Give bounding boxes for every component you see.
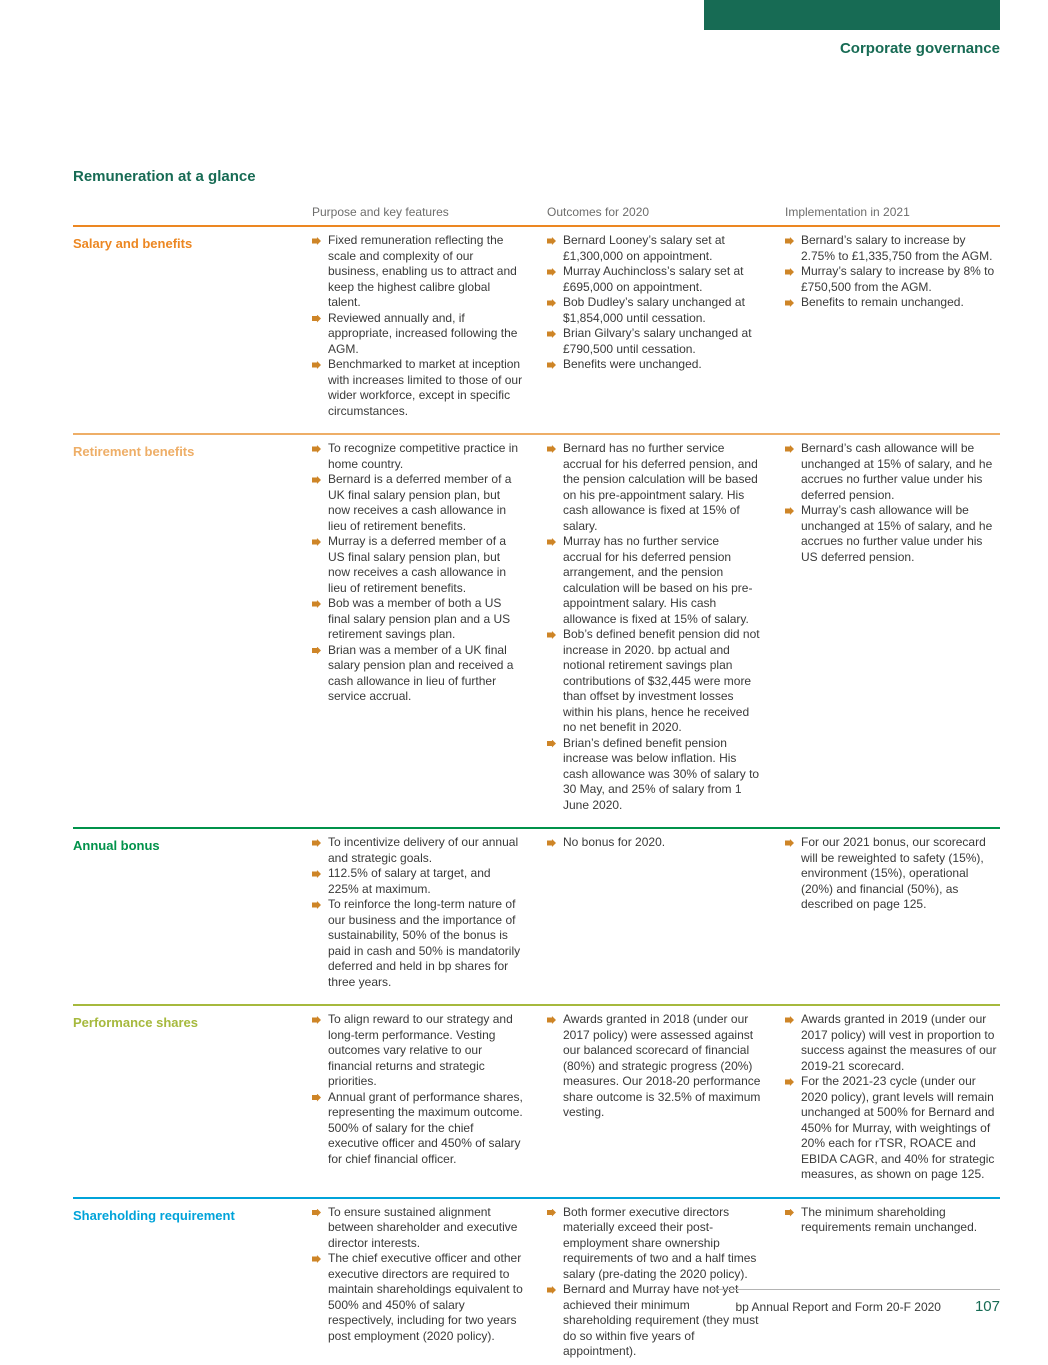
bullet-item xyxy=(785,503,1000,565)
arrow-bullet-icon xyxy=(312,600,321,608)
bullet-text: Benefits were unchanged. xyxy=(563,357,702,371)
bullet-item xyxy=(312,897,523,990)
arrow-bullet-icon xyxy=(547,1209,556,1217)
row-label-column-spacer xyxy=(73,205,312,225)
content-area xyxy=(73,168,1000,1365)
table-row xyxy=(73,433,1000,827)
arrow-bullet-icon xyxy=(547,361,556,369)
bullet-item xyxy=(547,357,761,373)
cell-outcomes xyxy=(547,835,785,990)
table-row xyxy=(73,1004,1000,1197)
arrow-bullet-icon xyxy=(547,839,556,847)
row-label: Retirement benefits xyxy=(73,444,195,459)
bullet-text: Murray has no further service accrual for his deferred pension arrangement, and the pension calculation will be based on his pre-appointment salary. His cash allowance is fixed at 15% of salary. xyxy=(563,534,753,626)
bullet-text: For our 2021 bonus, our scorecard will be reweighted to safety (15%), environment (15%), operational (20%) and financial (50%), as described on page 125. xyxy=(801,835,986,911)
bullet-item xyxy=(312,835,523,866)
bullet-text: Bob was a member of both a US final salary pension plan and a US retirement savings plan. xyxy=(328,596,511,641)
bullet-text: To recognize competitive practice in home country. xyxy=(328,441,519,471)
bullet-text: 112.5% of salary at target, and 225% at maximum. xyxy=(328,866,491,896)
bullet-text: Bernard and Murray have not yet achieved their minimum shareholding requirement (they must do so within five years of appointment). xyxy=(563,1282,759,1358)
arrow-bullet-icon xyxy=(785,299,794,307)
arrow-bullet-icon xyxy=(785,507,794,515)
bullet-item xyxy=(547,326,761,357)
cell-outcomes xyxy=(547,441,785,813)
bullet-text: Bernard Looney’s salary set at £1,300,000 on appointment. xyxy=(563,233,725,263)
table-row xyxy=(73,1197,1000,1365)
cell-implementation xyxy=(785,1012,1000,1183)
page-footer xyxy=(712,1289,1000,1315)
bullet-item xyxy=(312,643,523,705)
cell-implementation xyxy=(785,233,1000,419)
arrow-bullet-icon xyxy=(785,1016,794,1024)
arrow-bullet-icon xyxy=(312,839,321,847)
bullet-item xyxy=(547,736,761,814)
table-row xyxy=(73,827,1000,1004)
bullet-item xyxy=(312,233,523,311)
bullet-text: Benchmarked to market at inception with increases limited to those of our wider workforce, except in specific circumstances. xyxy=(328,357,523,418)
arrow-bullet-icon xyxy=(312,315,321,323)
bullet-item xyxy=(312,1090,523,1168)
bullet-text: Bernard’s cash allowance will be unchanged at 15% of salary, and he accrues no further value under his deferred pension. xyxy=(801,441,993,502)
section-tab xyxy=(704,0,1000,30)
bullet-text: Brian was a member of a UK final salary pension plan and received a cash allowance in lieu of further service accrual. xyxy=(328,642,514,703)
bullet-item xyxy=(785,295,1000,311)
bullet-text: To ensure sustained alignment between shareholder and executive director interests. xyxy=(328,1204,518,1250)
arrow-bullet-icon xyxy=(312,361,321,369)
bullet-text: The chief executive officer and other executive directors are required to maintain shareholdings equivalent to 500% and 450% of salary respectively, including for two years post employment (2020 policy). xyxy=(328,1251,523,1343)
cell-outcomes xyxy=(547,1205,785,1360)
column-header-outcomes: Outcomes for 2020 xyxy=(547,205,650,219)
cell-implementation xyxy=(785,835,1000,990)
bullet-text: To reinforce the long-term nature of our business and the importance of sustainability, 50% of the bonus is paid in cash and 50% is mandatorily deferred and held in bp shares for three years. xyxy=(328,897,521,989)
column-header-implementation: Implementation in 2021 xyxy=(785,205,910,219)
bullet-item xyxy=(547,1012,761,1121)
arrow-bullet-icon xyxy=(312,445,321,453)
arrow-bullet-icon xyxy=(547,445,556,453)
row-label: Salary and benefits xyxy=(73,236,193,251)
cell-purpose xyxy=(312,1205,547,1360)
bullet-text: Murray Auchincloss’s salary set at £695,000 on appointment. xyxy=(563,264,744,294)
cell-purpose xyxy=(312,233,547,419)
bullet-item xyxy=(312,357,523,419)
bullet-text: Murray’s salary to increase by 8% to £750,500 from the AGM. xyxy=(801,264,995,294)
bullet-item xyxy=(785,264,1000,295)
bullet-item xyxy=(312,1012,523,1090)
arrow-bullet-icon xyxy=(547,1016,556,1024)
bullet-text: Awards granted in 2018 (under our 2017 policy) were assessed against our balanced scorecard of financial (80%) and strategic progress (20%) measures. Our 2018-20 performance share outcome is 32.5% of maximum vesting. xyxy=(563,1012,761,1119)
bullet-text: Both former executive directors materially exceed their post-employment share ownership requirements of two and a half times salary (pre-dating the 2020 policy). xyxy=(563,1204,757,1281)
cell-implementation xyxy=(785,441,1000,813)
bullet-item xyxy=(547,295,761,326)
arrow-bullet-icon xyxy=(312,538,321,546)
bullet-item xyxy=(312,1205,523,1252)
bullet-text: Reviewed annually and, if appropriate, increased following the AGM. xyxy=(328,310,518,356)
bullet-item xyxy=(312,472,523,534)
arrow-bullet-icon xyxy=(785,237,794,245)
footer-report-title: bp Annual Report and Form 20-F 2020 xyxy=(735,1300,941,1314)
cell-outcomes xyxy=(547,233,785,419)
arrow-bullet-icon xyxy=(547,330,556,338)
row-label: Annual bonus xyxy=(73,838,160,853)
bullet-item xyxy=(547,627,761,736)
arrow-bullet-icon xyxy=(312,1255,321,1263)
arrow-bullet-icon xyxy=(547,740,556,748)
arrow-bullet-icon xyxy=(547,299,556,307)
bullet-item xyxy=(312,866,523,897)
bullet-item xyxy=(312,596,523,643)
bullet-text: Fixed remuneration reflecting the scale and complexity of our business, enabling us to attract and keep the highest calibre global talent. xyxy=(328,233,517,309)
bullet-text: Brian’s defined benefit pension increase was below inflation. His cash allowance was 30% of salary to 30 May, and 25% of salary from 1 June 2020. xyxy=(563,735,760,812)
bullet-text: For the 2021-23 cycle (under our 2020 policy), grant levels will remain unchanged at 500% for Bernard and 450% for Murray, with weightings of 20% each for rTSR, ROACE and EBIDA CAGR, and 40% for strategic measures, as shown on page 125. xyxy=(801,1074,995,1181)
bullet-item xyxy=(547,1205,761,1283)
bullet-text: No bonus for 2020. xyxy=(563,835,666,849)
row-label: Performance shares xyxy=(73,1015,199,1030)
arrow-bullet-icon xyxy=(312,1016,321,1024)
arrow-bullet-icon xyxy=(785,1209,794,1217)
bullet-item xyxy=(547,441,761,534)
section-label: Corporate governance xyxy=(839,40,1000,57)
remuneration-table xyxy=(73,225,1000,1365)
arrow-bullet-icon xyxy=(547,237,556,245)
bullet-item xyxy=(547,835,761,851)
bullet-item xyxy=(312,534,523,596)
table-header-row xyxy=(73,205,1000,225)
bullet-text: Bernard’s salary to increase by 2.75% to £1,335,750 from the AGM. xyxy=(801,233,993,263)
arrow-bullet-icon xyxy=(312,1094,321,1102)
arrow-bullet-icon xyxy=(785,1078,794,1086)
bullet-text: Murray is a deferred member of a US final salary pension plan, but now receives a cash allowance in lieu of retirement benefits. xyxy=(328,534,507,595)
arrow-bullet-icon xyxy=(312,870,321,878)
bullet-item xyxy=(785,835,1000,913)
bullet-item xyxy=(312,441,523,472)
bullet-text: Benefits to remain unchanged. xyxy=(801,295,964,309)
bullet-item xyxy=(547,534,761,627)
bullet-item xyxy=(312,1251,523,1344)
bullet-item xyxy=(785,1205,1000,1236)
bullet-text: Bernard is a deferred member of a UK final salary pension plan, but now receives a cash allowance in lieu of retirement benefits. xyxy=(328,472,512,533)
bullet-text: Bob’s defined benefit pension did not increase in 2020. bp actual and notional retirement savings plan contributions of $32,445 were more than offset by investment losses within his plans, hence he received no net benefit in 2020. xyxy=(563,627,760,734)
bullet-item xyxy=(312,311,523,358)
arrow-bullet-icon xyxy=(547,1286,556,1294)
bullet-text: Brian Gilvary’s salary unchanged at £790,500 until cessation. xyxy=(563,326,752,356)
arrow-bullet-icon xyxy=(785,268,794,276)
bullet-item xyxy=(785,1012,1000,1074)
bullet-text: Bernard has no further service accrual for his deferred pension, and the pension calculation will be based on his pre-appointment salary. His cash allowance is fixed at 15% of salary. xyxy=(563,441,758,533)
bullet-text: Awards granted in 2019 (under our 2017 policy) will vest in proportion to success against the measures of our 2019-21 scorecard. xyxy=(801,1012,997,1073)
bullet-item xyxy=(785,233,1000,264)
cell-purpose xyxy=(312,441,547,813)
arrow-bullet-icon xyxy=(312,476,321,484)
row-label: Shareholding requirement xyxy=(73,1207,235,1223)
arrow-bullet-icon xyxy=(785,445,794,453)
bullet-text: To align reward to our strategy and long-term performance. Vesting outcomes vary relative to our financial returns and strategic priorities. xyxy=(328,1012,513,1088)
arrow-bullet-icon xyxy=(312,1209,321,1217)
arrow-bullet-icon xyxy=(785,839,794,847)
arrow-bullet-icon xyxy=(547,268,556,276)
page-title: Remuneration at a glance xyxy=(73,168,256,185)
arrow-bullet-icon xyxy=(547,631,556,639)
bullet-item xyxy=(785,1074,1000,1183)
column-header-purpose: Purpose and key features xyxy=(312,205,449,219)
bullet-item xyxy=(547,264,761,295)
bullet-text: Murray’s cash allowance will be unchanged at 15% of salary, and he accrues no further value under his US deferred pension. xyxy=(801,503,993,564)
bullet-text: Bob Dudley’s salary unchanged at $1,854,000 until cessation. xyxy=(563,295,745,325)
bullet-text: Annual grant of performance shares, representing the maximum outcome. 500% of salary for the chief executive officer and 450% of salary for chief financial officer. xyxy=(328,1089,523,1166)
bullet-item xyxy=(547,233,761,264)
cell-purpose xyxy=(312,835,547,990)
bullet-text: The minimum shareholding requirements remain unchanged. xyxy=(801,1204,978,1234)
bullet-text: To incentivize delivery of our annual and strategic goals. xyxy=(328,835,519,865)
arrow-bullet-icon xyxy=(547,538,556,546)
cell-implementation xyxy=(785,1205,1000,1360)
cell-purpose xyxy=(312,1012,547,1183)
table-row xyxy=(73,225,1000,433)
cell-outcomes xyxy=(547,1012,785,1183)
bullet-item xyxy=(785,441,1000,503)
arrow-bullet-icon xyxy=(312,237,321,245)
arrow-bullet-icon xyxy=(312,647,321,655)
footer-page-number: 107 xyxy=(974,1298,1000,1315)
arrow-bullet-icon xyxy=(312,901,321,909)
